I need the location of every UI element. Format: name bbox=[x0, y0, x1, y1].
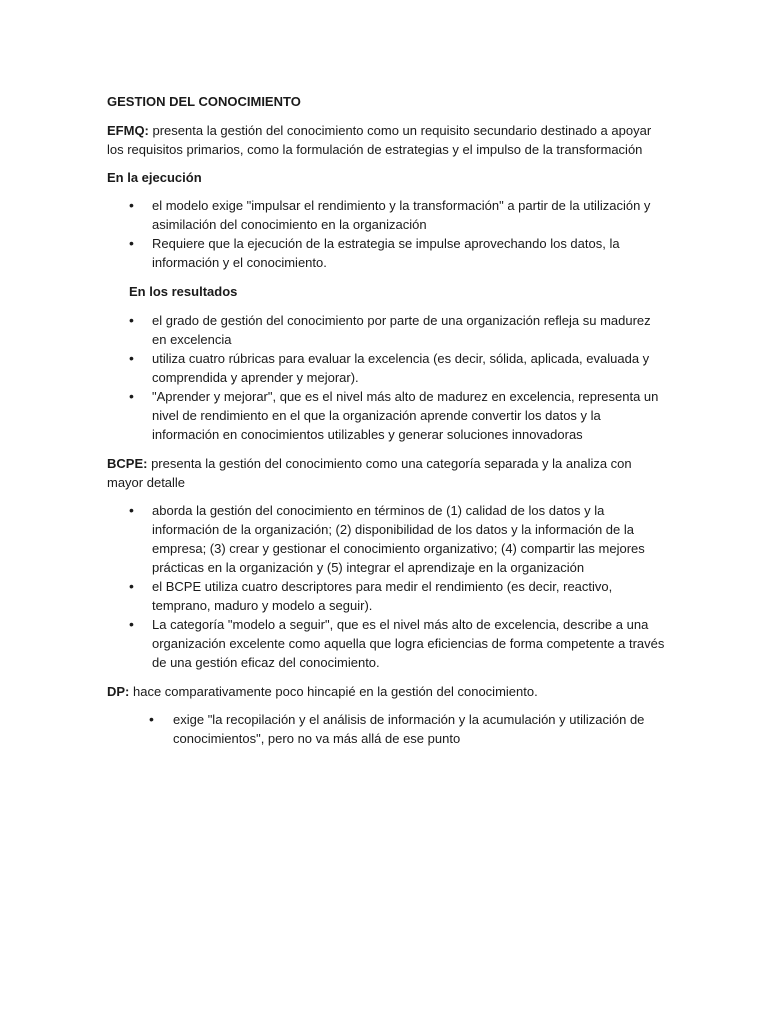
efmq-label: EFMQ: bbox=[107, 123, 149, 138]
bcpe-paragraph bbox=[107, 454, 667, 492]
bcpe-list bbox=[107, 501, 667, 672]
bcpe-text: presenta la gestión del conocimiento como una categoría separada y la analiza con mayor detalle bbox=[107, 456, 632, 490]
list-item: • exige "la recopilación y el análisis de información y la acumulación y utilización de conocimientos", pero no va más allá de ese punto bbox=[107, 710, 667, 748]
list-item: • La categoría "modelo a seguir", que es el nivel más alto de excelencia, describe a una organización excelente como aquella que logra eficiencias de forma competente a través de una gestión eficaz del conocimiento. bbox=[107, 615, 667, 672]
dp-label: DP: bbox=[107, 684, 130, 699]
list-item: • "Aprender y mejorar", que es el nivel más alto de madurez en excelencia, representa un nivel de rendimiento en el que la organización aprende convertir los datos y la información en conocimientos utilizables y generar soluciones innovadoras bbox=[107, 387, 667, 444]
dp-paragraph bbox=[107, 682, 667, 701]
list-item: • el grado de gestión del conocimiento por parte de una organización refleja su madurez en excelencia bbox=[107, 311, 667, 349]
list-item: • aborda la gestión del conocimiento en términos de (1) calidad de los datos y la información de la organización; (2) disponibilidad de los datos y la información de la empresa; (3) crear y gestionar el conocimiento organizativo; (4) compartir las mejores prácticas en la organización y (5) integrar el aprendizaje en la organización bbox=[107, 501, 667, 577]
list-item: • Requiere que la ejecución de la estrategia se impulse aprovechando los datos, la información y el conocimiento. bbox=[107, 234, 667, 272]
resultados-heading: En los resultados bbox=[129, 284, 238, 299]
document-body bbox=[107, 92, 667, 758]
page-title: GESTION DEL CONOCIMIENTO bbox=[107, 94, 301, 109]
ejecucion-heading: En la ejecución bbox=[107, 170, 202, 185]
efmq-paragraph bbox=[107, 121, 667, 159]
efmq-text: presenta la gestión del conocimiento como un requisito secundario destinado a apoyar los requisitos primarios, como la formulación de estrategias y el impulso de la transformación bbox=[107, 123, 652, 157]
dp-text: hace comparativamente poco hincapié en la gestión del conocimiento. bbox=[129, 684, 538, 699]
list-item: • el modelo exige "impulsar el rendimiento y la transformación" a partir de la utilización y asimilación del conocimiento en la organización bbox=[107, 196, 667, 234]
dp-list bbox=[107, 710, 667, 748]
ejecucion-list bbox=[107, 196, 667, 272]
bcpe-label: BCPE: bbox=[107, 456, 148, 471]
list-item: • utiliza cuatro rúbricas para evaluar la excelencia (es decir, sólida, aplicada, evaluada y comprendida y aprender y mejorar). bbox=[107, 349, 667, 387]
resultados-list bbox=[107, 311, 667, 444]
list-item: • el BCPE utiliza cuatro descriptores para medir el rendimiento (es decir, reactivo, temprano, maduro y modelo a seguir). bbox=[107, 577, 667, 615]
